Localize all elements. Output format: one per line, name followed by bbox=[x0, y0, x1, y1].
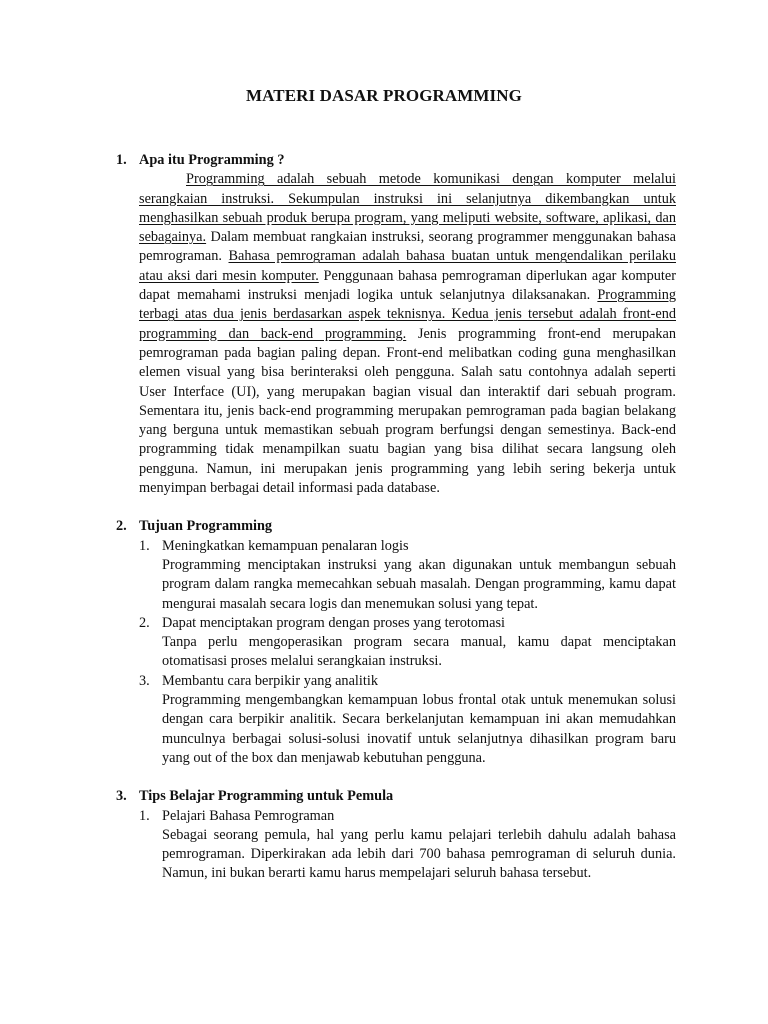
section-tips-belajar bbox=[116, 787, 676, 883]
item-title: Dapat menciptakan program dengan proses yang terotomasi bbox=[162, 614, 506, 631]
section-apa-itu-programming bbox=[116, 151, 676, 498]
section-title: Tips Belajar Programming untuk Pemula bbox=[139, 788, 394, 805]
section-title: Apa itu Programming ? bbox=[139, 152, 285, 168]
item-description: Tanpa perlu mengoperasikan program secara manual, kamu dapat menciptakan otomatisasi proses melalui serangkaian instruksi. bbox=[162, 634, 676, 670]
item-number: 1. bbox=[139, 807, 150, 824]
item-description: Sebagai seorang pemula, hal yang perlu kamu pelajari terlebih dahulu adalah bahasa pemrograman. Diperkirakan ada lebih dari 700 bahasa pemrograman di seluruh dunia. Namun, ini bukan berarti kamu harus mempelajari seluruh bahasa tersebut. bbox=[162, 826, 676, 882]
list-item bbox=[139, 672, 676, 768]
sub-list bbox=[139, 537, 676, 769]
item-description: Programming menciptakan instruksi yang akan digunakan untuk membangun sebuah program dalam rangka memecahkan sebuah masalah. Dengan programming, kamu dapat mengurai masalah secara logis dan menemukan solusi yang tepat. bbox=[162, 556, 676, 612]
underlined-text: Bahasa pemrograman adalah bahasa buatan untuk mengendalikan perilaku atau aksi dari mesin komputer. bbox=[139, 248, 676, 284]
section-tujuan-programming bbox=[116, 517, 676, 768]
item-number: 1. bbox=[139, 537, 150, 554]
paragraph-text: Dalam membuat rangkaian instruksi, seorang programmer menggunakan bahasa pemrograman. bbox=[139, 229, 676, 265]
item-description: Programming mengembangkan kemampuan lobus frontal otak untuk menemukan solusi dengan cara berpikir analitik. Secara berkelanjutan kemampuan ini akan memudahkan munculnya berbagai solusi-solusi inovatif untuk selanjutnya dihasilkan program baru yang out of the box dan menjawab kebutuhan pengguna. bbox=[162, 692, 676, 766]
item-number: 3. bbox=[139, 672, 150, 689]
section-heading bbox=[116, 151, 676, 170]
item-title: Pelajari Bahasa Pemrograman bbox=[162, 807, 335, 824]
paragraph-text: Jenis programming front-end merupakan pemrograman pada bagian paling depan. Front-end melibatkan coding guna menghasilkan elemen visual yang bisa berinteraksi oleh pengguna. Salah satu contohnya adalah seperti User Interface (UI), yang merupakan bagian visual dan interaktif dari sebuah program. Sementara itu, jenis back-end programming merupakan pemrograman pada bagian belakang yang berguna untuk memastikan sebuah program berfungsi dengan semestinya. Back-end programming tidak menampilkan suatu bagian yang bisa dilihat secara langsung oleh pengguna. Namun, ini merupakan jenis programming yang lebih sering bekerja untuk menyimpan berbagai detail informasi pada database. bbox=[139, 325, 676, 497]
section-number: 2. bbox=[116, 518, 127, 535]
section-number: 3. bbox=[116, 788, 127, 805]
section-paragraph bbox=[139, 170, 676, 498]
item-number: 2. bbox=[139, 614, 150, 631]
item-title: Meningkatkan kemampuan penalaran logis bbox=[162, 537, 409, 554]
item-title: Membantu cara berpikir yang analitik bbox=[162, 672, 378, 689]
underlined-text: Programming adalah sebuah metode komunikasi dengan komputer melalui serangkaian instruksi. Sekumpulan instruksi ini selanjutnya dikembangkan untuk menghasilkan sebuah produk berupa program, yang meliputi website, software, aplikasi, dan sebagainya. bbox=[139, 171, 676, 246]
paragraph-text: Penggunaan bahasa pemrograman diperlukan agar komputer dapat memahami instruksi menjadi logika untuk selanjutnya dilaksanakan. bbox=[139, 267, 676, 304]
document-body bbox=[116, 151, 676, 903]
section-heading bbox=[116, 517, 676, 536]
list-item bbox=[139, 807, 676, 884]
document-title: MATERI DASAR PROGRAMMING bbox=[246, 86, 522, 105]
section-number: 1. bbox=[116, 152, 127, 168]
underlined-text: Programming terbagi atas dua jenis berdasarkan aspek teknisnya. Kedua jenis tersebut adalah front-end programming dan back-end programming. bbox=[139, 287, 676, 342]
list-item bbox=[139, 614, 676, 672]
section-heading bbox=[116, 787, 676, 806]
sub-list bbox=[139, 807, 676, 884]
section-title: Tujuan Programming bbox=[139, 518, 273, 535]
list-item bbox=[139, 537, 676, 614]
